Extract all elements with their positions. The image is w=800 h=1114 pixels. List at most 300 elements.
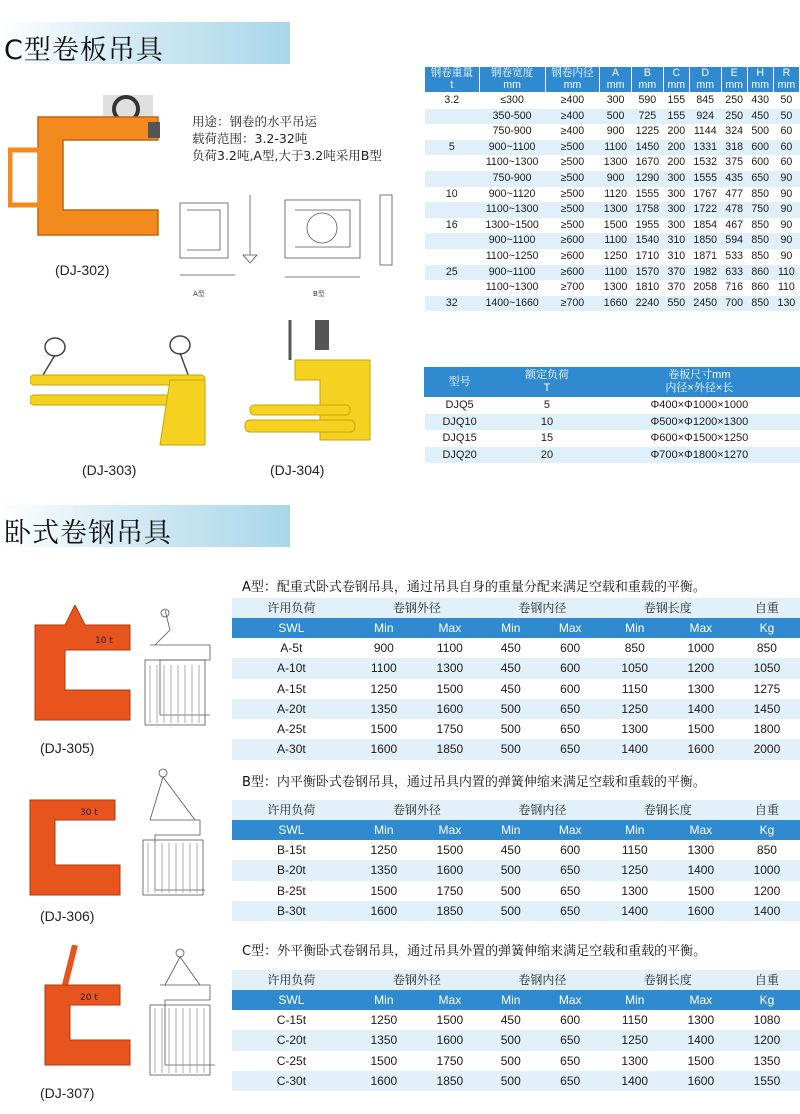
table-header-cell: Kg [734,990,800,1010]
djq-model-table [424,367,800,463]
table-row [425,140,800,156]
table-cell: 1800 [753,722,781,737]
table-cell: 1300 [687,681,715,696]
table-cell: 650 [539,1071,602,1091]
note-load-range: 载荷范围：3.2-32吨 [192,131,308,146]
table-cell: 850 [751,187,770,200]
table-cell: 1050 [602,658,668,678]
table-cell: 1550 [734,1071,800,1091]
table-cell: 1300 [603,281,628,294]
table-cell: 1100 [351,658,417,678]
table-cell: 1300~1500 [485,218,539,231]
table-cell: 1150 [621,843,648,857]
table-row [425,249,800,265]
table-subheader-row [232,990,800,1010]
table-cell: 200 [667,156,686,169]
table-header-cell: 自重 [734,970,800,990]
table-cell: 130 [773,296,799,312]
table-cell: 370 [667,281,686,294]
table-cell: 1250 [370,843,398,857]
table-cell: 50 [773,109,799,125]
table-cell: 500 [483,901,539,921]
table-cell: 500 [751,125,770,138]
table-cell: C-25t [276,1053,307,1068]
table-cell: 1400 [602,739,668,759]
table-header-row [425,67,800,93]
table-cell: 450 [500,1013,521,1027]
table-cell: 650 [560,1053,581,1068]
table-cell: 3.2 [444,94,460,106]
load-label-306: 30 t [80,808,98,818]
table-cell: 1100~1300 [485,281,539,294]
table-header-cell: 卷钢内径 [483,970,602,990]
table-row [232,1071,800,1091]
table-cell: 633 [721,265,747,281]
table-cell: 1750 [436,1053,464,1068]
dj306-hook-image [25,795,135,905]
table-header-cell: Min [602,990,668,1010]
th-rated-load: 额定负荷 T [495,368,600,397]
table-cell: 1600 [351,739,417,759]
table-cell: 1600 [351,901,417,921]
table-cell: 300 [663,202,689,218]
table-cell: 500 [483,1071,539,1091]
table-cell: 1250 [370,1013,398,1027]
table-cell: 1871 [693,249,717,262]
table-header-cell: Kg [734,820,800,840]
table-cell: 318 [721,140,747,156]
table-cell: 1100 [600,140,632,156]
table-cell: 1660 [600,296,632,312]
table-cell: 1450 [631,140,663,156]
table-row [425,155,800,171]
table-cell: 90 [780,218,793,231]
table-cell: 845 [696,94,715,106]
table-header-cell: Min [602,820,668,840]
table-cell: 1600 [417,1030,483,1050]
table-cell: 1500 [436,681,464,696]
table-cell: 1350 [753,1053,781,1068]
table-cell: 435 [721,171,747,187]
table-cell: 500 [483,739,539,759]
table-cell: 450 [747,109,773,125]
table-cell: B-25t [277,883,306,898]
table-cell: 1100~1300 [485,156,539,169]
table-cell: 10 [445,187,458,200]
table-cell: 1250 [370,681,398,696]
table-cell: 1758 [631,202,663,218]
table-cell: 450 [500,641,521,655]
table-cell: 1350 [351,1030,417,1050]
table-header-cell: SWL [232,990,351,1010]
th-b: B mm [631,67,663,93]
table-cell: 1750 [436,722,464,737]
table-cell: 1300 [687,843,715,857]
table-cell: 1250 [602,860,668,880]
table-cell: 1600 [668,739,734,759]
table-cell: 1450 [734,699,800,719]
table-cell: 310 [667,249,686,262]
table-cell: Φ500×Φ1200×1300 [599,414,799,431]
table-cell: 467 [725,218,743,231]
table-header-cell: 自重 [734,800,800,820]
table-header-cell: Max [417,820,483,840]
table-header-cell: Min [483,820,539,840]
table-cell: 600 [560,843,581,857]
table-cell: DJQ5 [445,399,474,411]
table-cell: A-20t [232,699,351,719]
table-cell: 650 [539,1030,602,1050]
type-c-description: C型：外平衡卧式卷钢吊具，通过吊具外置的弹簧伸缩来满足空载和重载的平衡。 [242,944,707,959]
table-cell: 1250 [602,1030,668,1050]
table-row [425,296,800,312]
table-cell: 2450 [689,296,721,312]
table-cell: ≥600 [560,249,585,262]
table-row [425,109,800,125]
dj307-hook-image [35,945,140,1070]
drawing-label-b: B型 [313,290,325,298]
table-header-cell: Max [668,618,734,638]
table-cell: 1722 [689,202,721,218]
table-cell: 1850 [417,1071,483,1091]
table-cell: 900~1100 [479,140,545,156]
table-cell: A-25t [277,722,306,737]
table-cell: 550 [663,296,689,312]
table-cell: 1850 [417,739,483,759]
table-header-cell: 卷钢外径 [351,598,483,618]
table-cell: 350-500 [479,109,545,125]
table-cell: 300 [667,218,686,231]
caption-dj306: (DJ-306) [40,908,95,924]
table-header-cell: Min [483,618,539,638]
table-cell: 1100~1300 [479,202,545,218]
table-cell: 500 [500,1053,521,1068]
caption-dj305: (DJ-305) [40,740,95,756]
table-cell: 1850 [417,901,483,921]
table-cell: 430 [751,94,770,106]
table-cell: 1300 [603,156,628,169]
table-cell: 650 [539,860,602,880]
table-cell: 1000 [734,860,800,880]
table-header-cell: Min [602,618,668,638]
table-cell: ≥600 [545,265,600,281]
table-cell: 500 [483,860,539,880]
type-c-table [232,970,800,1091]
table-cell: 1100 [436,641,463,655]
table-cell: C-15t [276,1013,307,1027]
table-header-cell: Max [668,820,734,840]
table-cell: 1767 [693,187,717,200]
table-cell: 477 [725,187,743,200]
table-cell: 850 [747,233,773,249]
table-row [425,93,800,109]
table-header-cell: Min [351,618,417,638]
table-header-row [232,970,800,990]
table-cell: ≥700 [545,296,600,312]
table-cell: 1750 [436,883,464,898]
table-cell: 450 [500,843,521,857]
table-cell: 1500 [436,843,464,857]
table-cell: 716 [725,281,743,294]
table-cell: 600 [560,641,581,655]
section-title-horizontal-coil: 卧式卷钢吊具 [0,505,290,547]
table-cell: 110 [777,281,795,294]
table-row [232,679,800,699]
table-row [425,124,800,140]
table-cell: DJQ10 [425,414,495,431]
table-cell: 1500 [370,1053,398,1068]
table-cell: Φ700×Φ1800×1270 [599,447,799,464]
table-header-row [232,800,800,820]
table-cell: 200 [667,125,686,138]
table-cell: 533 [725,249,743,262]
table-cell: 1150 [621,1013,648,1027]
table-header-cell: 许用负荷 [232,970,351,990]
th-coil-size: 卷板尺寸mm 内径×外径×长 [599,368,799,397]
table-cell: A-15t [277,681,306,696]
table-header-row [232,598,800,618]
table-cell: 594 [721,233,747,249]
table-cell: A-30t [232,739,351,759]
table-cell: 25 [425,265,480,281]
table-cell: 16 [445,218,458,231]
th-e: E mm [721,67,747,93]
table-cell: 60 [780,125,793,138]
table-cell [425,280,480,296]
table-cell: 1300 [600,202,632,218]
table-cell: 1955 [635,218,660,231]
table-header-cell: Max [668,990,734,1010]
table-cell: 1500 [687,722,715,737]
table-row [425,187,800,203]
th-c: C mm [663,67,689,93]
table-cell: B-30t [232,901,351,921]
table-header-cell: Min [483,990,539,1010]
table-header-row [425,368,800,397]
table-cell: 500 [500,722,521,737]
table-cell: 1500 [687,883,715,898]
table-cell: 15 [540,432,554,444]
table-cell: 1670 [635,156,660,169]
table-cell: 1300 [621,1053,649,1068]
caption-dj302: (DJ-302) [55,262,110,278]
table-cell: 650 [539,901,602,921]
table-cell: 1300 [621,883,649,898]
table-cell: 1400~1660 [479,296,545,312]
type-b-description: B型：内平衡卧式卷钢吊具，通过吊具内置的弹簧伸缩来满足空载和重载的平衡。 [242,775,706,790]
table-cell: 750-900 [492,125,532,138]
table-cell: ≤300 [500,94,524,106]
table-cell: 900~1120 [488,187,536,200]
table-cell: 650 [747,171,773,187]
type-a-description: A型：配重式卧式卷钢吊具，通过吊具自身的重量分配来满足空载和重载的平衡。 [242,580,706,595]
table-cell: A-10t [232,658,351,678]
table-cell: 60 [780,156,793,169]
table-cell: 370 [663,265,689,281]
table-cell: 1600 [668,1071,734,1091]
table-header-cell: 许用负荷 [232,598,351,618]
table-row [425,171,800,187]
c-hook-spec-table [424,66,800,311]
table-cell: 1710 [635,249,660,262]
table-cell: 1100 [600,233,632,249]
table-cell: C-30t [232,1071,351,1091]
table-header-cell: Kg [734,618,800,638]
table-cell: ≥500 [560,187,585,200]
table-cell: 750-900 [479,171,545,187]
table-cell: 1050 [734,658,800,678]
table-cell: 900~1100 [479,265,545,281]
table-cell: 90 [780,187,793,200]
table-cell: 1300 [687,1013,715,1027]
table-cell: 2058 [693,281,717,294]
table-cell: 478 [721,202,747,218]
table-header-cell: 许用负荷 [232,800,351,820]
table-row [425,218,800,234]
dj305-drawing [135,605,235,735]
table-cell: 850 [747,296,773,312]
th-model: 型号 [425,368,495,397]
table-cell: 60 [773,140,799,156]
section-title-c-type: C型卷板吊具 [0,22,290,64]
table-cell: DJQ15 [442,432,477,444]
table-cell: 2240 [631,296,663,312]
table-cell: 1200 [753,883,781,898]
table-cell: 850 [756,843,777,857]
table-cell: 1400 [734,901,800,921]
table-cell: 1854 [693,218,717,231]
table-cell: 1000 [687,641,715,655]
table-header-cell: SWL [232,820,351,840]
table-cell: 900 [600,171,632,187]
table-cell: 900~1100 [479,233,545,249]
table-header-cell: 卷钢内径 [483,598,602,618]
dj305-hook-image [30,605,140,730]
type-b-table [232,800,800,921]
table-cell [425,202,480,218]
table-cell: 1500 [687,1053,715,1068]
load-label-307: 20 t [80,993,98,1003]
table-cell: 155 [663,109,689,125]
table-row [425,414,800,431]
table-cell: 860 [751,281,770,294]
table-cell: 600 [751,156,770,169]
table-cell: 600 [560,681,581,696]
table-cell: 300 [663,171,689,187]
table-cell: 250 [725,94,743,106]
table-cell: ≥500 [560,156,585,169]
table-cell: 1225 [635,125,660,138]
table-cell [425,109,480,125]
table-header-cell: Max [539,820,602,840]
table-cell: 1600 [351,1071,417,1091]
table-cell: 1850 [689,233,721,249]
table-subheader-row [232,618,800,638]
dj303-hook-image [30,335,210,450]
table-cell: 1100~1250 [485,249,539,262]
table-row [232,1010,800,1030]
table-cell: 1400 [668,1030,734,1050]
table-cell: 32 [425,296,480,312]
table-cell: 200 [663,140,689,156]
table-cell: 1500 [603,218,628,231]
table-cell: 20 [495,447,600,464]
table-cell: 1350 [351,860,417,880]
drawing-label-a: A型 [193,290,205,298]
table-cell: 1600 [417,699,483,719]
table-cell: 1290 [631,171,663,187]
table-row [232,638,800,658]
table-cell: 500 [500,883,521,898]
table-row [232,699,800,719]
table-cell: ≥500 [545,140,600,156]
table-cell [425,171,480,187]
table-cell: ≥400 [560,94,585,106]
table-cell: B-20t [232,860,351,880]
table-cell: 50 [780,94,793,106]
table-header-cell: 自重 [734,598,800,618]
table-header-cell: Max [539,618,602,638]
table-cell: 90 [773,233,799,249]
table-cell: A-5t [280,641,303,655]
table-cell: 850 [756,641,777,655]
table-cell: Φ400×Φ1000×1000 [650,399,749,411]
table-cell: 650 [560,883,581,898]
table-header-cell: 卷钢长度 [602,970,734,990]
table-cell: 1810 [635,281,660,294]
table-cell: 590 [638,94,657,106]
table-cell: 1144 [693,125,717,138]
table-cell: 324 [725,125,743,138]
table-cell: 1250 [602,699,668,719]
table-row [425,397,800,414]
table-row [232,860,800,880]
th-d: D mm [689,67,721,93]
table-cell [425,249,480,265]
table-cell: 600 [747,140,773,156]
type-a-table [232,598,800,760]
table-cell: 1400 [668,860,734,880]
table-header-cell: Max [539,990,602,1010]
dj302-hook-image [8,95,183,255]
table-cell: 1275 [753,681,781,696]
table-cell: 250 [721,109,747,125]
table-cell: B-15t [277,843,306,857]
table-row [425,280,800,296]
table-row [232,881,800,901]
table-header-cell: 卷钢长度 [602,800,734,820]
table-header-cell: 卷钢外径 [351,970,483,990]
table-row [232,1051,800,1071]
table-cell: 1200 [668,658,734,678]
table-cell: 375 [725,156,743,169]
table-cell: 1300 [417,658,483,678]
table-cell: 750 [747,202,773,218]
table-cell: 5 [543,399,551,411]
table-cell: 600 [560,1013,581,1027]
table-cell: 1500 [370,722,398,737]
table-cell: Φ600×Φ1500×1250 [650,432,749,444]
table-header-cell: SWL [232,618,351,638]
table-row [232,1030,800,1050]
table-cell [425,155,480,171]
table-cell: 90 [773,202,799,218]
table-row [232,739,800,759]
table-header-cell: Max [417,618,483,638]
table-header-cell: Max [417,990,483,1010]
th-coil-inner: 钢卷内径 mm [545,67,600,93]
table-cell: 1982 [689,265,721,281]
